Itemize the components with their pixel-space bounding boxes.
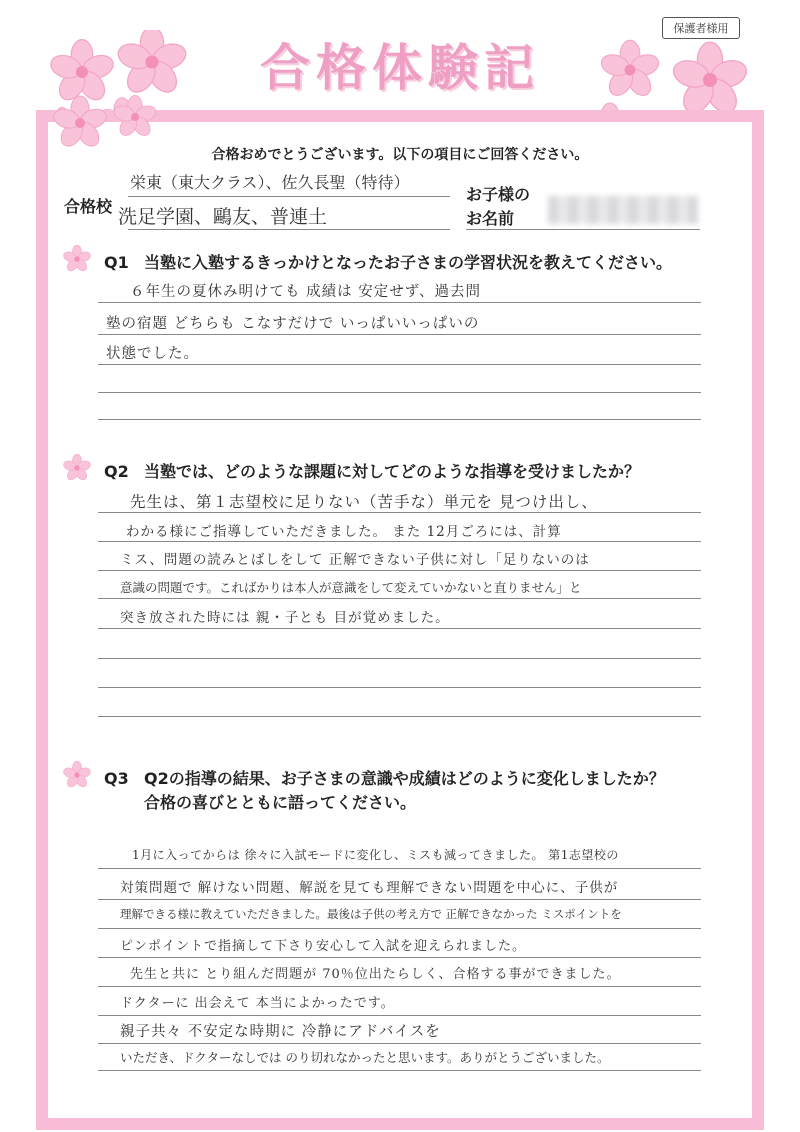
q1-number: Q1	[104, 253, 129, 272]
school-line-1: 栄東（東大クラス）、佐久長聖（特待）	[130, 173, 410, 192]
q3-rule-6	[98, 1015, 701, 1016]
q2-answer-line-2: わかる様にご指導していただきました。 また 12月ごろには、計算	[126, 524, 562, 540]
q2-rule-4	[98, 598, 701, 599]
q1-flower-icon	[62, 244, 92, 274]
q3-answer-line-6: ドクターに 出会えて 本当によかったです。	[120, 996, 395, 1011]
q3-answer-line-8: いただき、ドクターなしでは のり切れなかったと思います。ありがとうございました。	[120, 1050, 610, 1065]
q3-rule-1	[98, 868, 701, 869]
q2-rule-2	[98, 541, 701, 542]
parent-use-badge: 保護者様用	[662, 17, 740, 39]
q1-answer-line-3: 状態でした。	[106, 346, 199, 362]
q3-rule-8	[98, 1070, 701, 1071]
q1-answer-line-2: 塾の宿題 どちらも こなすだけで いっぱいいっぱいの	[106, 316, 480, 332]
q3-question-line-2: 合格の喜びとともに語ってください。	[144, 793, 417, 812]
q3-question-line-1: Q2の指導の結果、お子さまの意識や成績はどのように変化しましたか？	[144, 769, 665, 788]
q2-question: 当塾では、どのような課題に対してどのような指導を受けましたか？	[144, 462, 641, 481]
child-name-label-1: お子様の	[466, 185, 531, 204]
school-line-2: 洗足学園、鷗友、普連土	[118, 206, 328, 228]
q1-heading	[104, 250, 672, 273]
school-rule-1	[128, 196, 450, 197]
q2-flower-icon	[62, 453, 92, 483]
q3-number: Q3	[104, 769, 129, 788]
q2-number: Q2	[104, 462, 129, 481]
q1-rule-4	[98, 392, 701, 393]
q2-answer-line-4: 意識の問題です。こればかりは本人が意識をして変えていかないと直りません」と	[120, 580, 582, 595]
page-title: 合格体験記	[260, 39, 540, 97]
q2-rule-8	[98, 716, 701, 717]
q1-rule-1	[98, 302, 701, 303]
q3-heading	[104, 766, 665, 789]
q2-rule-1	[98, 512, 701, 513]
q2-answer-line-3: ミス、問題の読みとばしをして 正解できない子供に対し「足りないのは	[120, 552, 590, 568]
q3-answer-line-2: 対策問題で 解けない問題、解説を見ても理解できない問題を中心に、子供が	[120, 880, 619, 896]
q2-rule-7	[98, 687, 701, 688]
q1-rule-2	[98, 334, 701, 335]
school-rule-2	[128, 229, 450, 230]
q1-question: 当塾に入塾するきっかけとなったお子さまの学習状況を教えてください。	[144, 253, 673, 272]
q3-answer-line-5: 先生と共に とり組んだ問題が 70％位出たらしく、合格する事ができました。	[130, 967, 621, 982]
child-name-rule	[466, 229, 700, 230]
q3-rule-2	[98, 899, 701, 900]
q3-rule-5	[98, 986, 701, 987]
q3-rule-3	[98, 928, 701, 929]
q2-rule-5	[98, 628, 701, 629]
school-label: 合格校	[64, 197, 113, 216]
q3-answer-line-7: 親子共々 不安定な時期に 冷静にアドバイスを	[120, 1024, 441, 1040]
q2-answer-line-1: 先生は、第１志望校に足りない（苦手な）単元を 見つけ出し、	[130, 493, 598, 511]
q1-answer-line-1: ６年生の夏休み明けても 成績は 安定せず、過去問	[130, 284, 482, 300]
intro-text: 合格おめでとうございます。以下の項目にご回答ください。	[211, 147, 589, 163]
q3-answer-line-4: ピンポイントで指摘して下さり安心して入試を迎えられました。	[120, 939, 527, 954]
q2-answer-line-5: 突き放された時には 親・子とも 目が覚めました。	[120, 610, 450, 626]
q3-rule-7	[98, 1043, 701, 1044]
q3-rule-4	[98, 957, 701, 958]
child-name-redacted	[548, 196, 698, 224]
q3-flower-icon	[62, 760, 92, 790]
q3-answer-line-1: 1月に入ってからは 徐々に入試モードに変化し、ミスも減ってきました。 第1志望校の	[132, 848, 619, 862]
q1-rule-3	[98, 364, 701, 365]
q1-rule-5	[98, 419, 701, 420]
q3-answer-line-3: 理解できる様に教えていただきました。最後は子供の考え方で 正解できなかった ミスポイントを	[120, 907, 622, 921]
q2-rule-6	[98, 658, 701, 659]
q2-rule-3	[98, 570, 701, 571]
q2-heading	[104, 459, 640, 482]
child-name-label-2: お名前	[466, 209, 515, 228]
